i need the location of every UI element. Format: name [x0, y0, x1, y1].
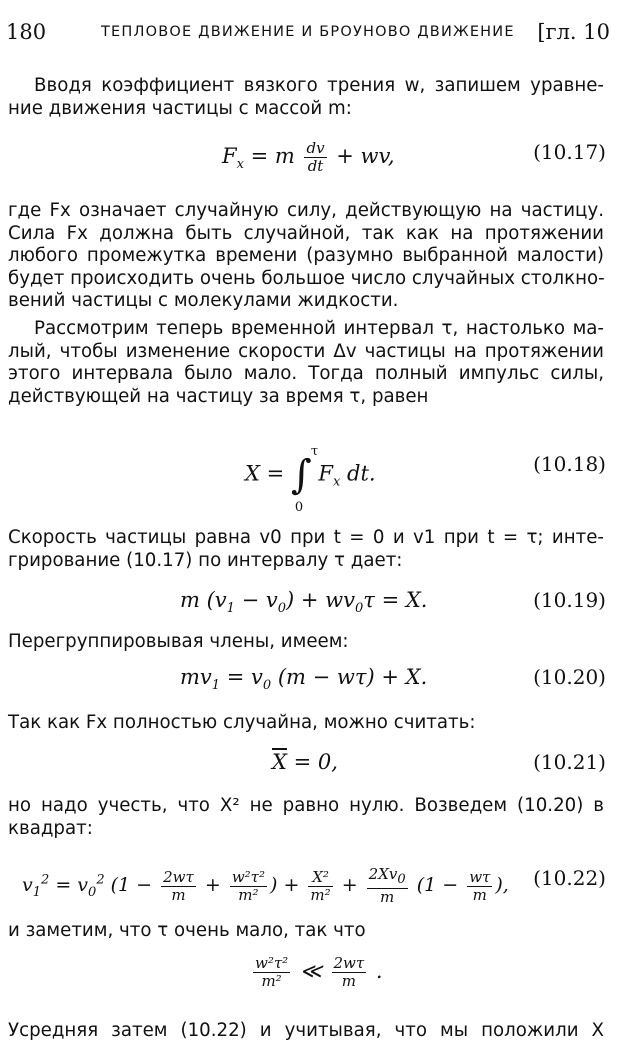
fraction: $\frac{\text{w²τ²}}{\text{m²}}$	[255, 954, 289, 990]
text-line: грирование (10.17) по интервалу τ дает:	[8, 549, 403, 571]
running-title: ТЕПЛОВОЕ ДВИЖЕНИЕ И БРОУНОВО ДВИЖЕНИЕ	[101, 24, 515, 40]
text-line: лый, чтобы изменение скорости Δv частицы на протяжении	[8, 340, 604, 362]
fraction: $\frac{dv}{dt}$	[306, 139, 325, 175]
equation-number: (10.19)	[533, 588, 606, 612]
formula: $\frac{\text{w²τ²}}{\text{m²}}$ ≪ $\frac{2w\tau}{m}$ .	[255, 954, 383, 990]
paragraph-3	[8, 318, 604, 408]
fraction: $\frac{\text{X²}}{\text{m²}}$	[310, 867, 331, 904]
text-line: Усредняя затем (10.22) и учитывая, что мы положили X	[8, 1020, 604, 1041]
equation-number: (10.20)	[533, 665, 606, 689]
paragraph-2	[8, 200, 604, 313]
text-line: Рассмотрим теперь временной интервал τ, настолько ма-	[34, 318, 604, 339]
formula: $mv_1 = v_0$ (m − wτ) + X.	[180, 665, 428, 694]
text-line: Скорость частицы равна v0 при t = 0 и v1 при t = τ; инте-	[8, 527, 604, 548]
equation-number: (10.17)	[533, 140, 606, 164]
integral-sign: ∫ τ 0	[290, 444, 319, 515]
text-line: но надо учесть, что X² не равно нулю. Возведем (10.20) в	[8, 795, 604, 816]
text-line: Перегруппировывая члены, имеем:	[8, 631, 349, 652]
text-line: и заметим, что τ очень мало, так что	[8, 920, 366, 941]
text-line: квадрат:	[8, 817, 93, 839]
page-number: 180	[6, 20, 47, 44]
equation-number: (10.21)	[533, 750, 606, 774]
paragraph-6	[8, 712, 604, 735]
paragraph-9	[8, 1020, 604, 1043]
text-line: действующей на частицу за время τ, равен	[8, 385, 429, 407]
equation-number: (10.22)	[533, 866, 606, 890]
paragraph-1	[8, 75, 604, 120]
fraction: $\frac{2w\tau}{m}$	[333, 954, 365, 990]
text-line: Так как Fx полностью случайна, можно считать:	[8, 712, 476, 733]
text-line: Сила Fx должна быть случайной, так как на протяжении	[8, 222, 604, 244]
paragraph-7	[8, 795, 604, 840]
text-line: вений частицы с молекулами жидкости.	[8, 290, 399, 312]
text-line: где Fx означает случайную силу, действующую на частицу.	[8, 200, 604, 221]
formula: $F_x = m$ $\frac{dv}{dt}$ + wv,	[222, 139, 395, 175]
page-header	[6, 20, 612, 50]
formula: X = ∫ τ 0 $F_x$ dt.	[245, 444, 376, 515]
fraction: $\frac{2w\tau}{m}$	[163, 867, 194, 904]
text-line: ние движения частицы с массой m:	[8, 97, 352, 119]
text-line: любого промежутка времени (разумно выбранной малости)	[8, 245, 604, 267]
equation-number: (10.18)	[533, 452, 606, 476]
formula: $\overline{X} = 0$,	[272, 750, 338, 774]
paragraph-8	[8, 920, 604, 943]
text-line: Вводя коэффициент вязкого трения w, запишем уравне-	[34, 75, 604, 96]
fraction: $\frac{w\tau}{m}$	[469, 867, 491, 904]
text-line: этого интервала было мало. Тогда полный импульс силы,	[8, 363, 604, 385]
text-line: будет происходить очень большое число случайных столкно-	[8, 267, 605, 289]
fraction: $\frac{\text{w²τ²}}{\text{m²}}$	[231, 867, 265, 904]
chapter-label: [гл. 10	[537, 20, 610, 44]
formula: $v_1^2 = v_0^2$ (1 − $\frac{2w\tau}{m}$ + $\frac{\text{w²τ²}}{\text{m²}}$ ) + $\frac{\text{X²}}{\text{m²}}$ + $\frac{2Xv_0}{m}$ (1 − $\frac{w\tau}{m}$ ),	[22, 865, 509, 906]
paragraph-5	[8, 631, 604, 654]
fraction: $\frac{2Xv_0}{m}$	[368, 865, 406, 906]
paragraph-4	[8, 527, 604, 572]
formula: m $(v_1 - v_0) + wv_0\tau = X$.	[180, 588, 428, 617]
